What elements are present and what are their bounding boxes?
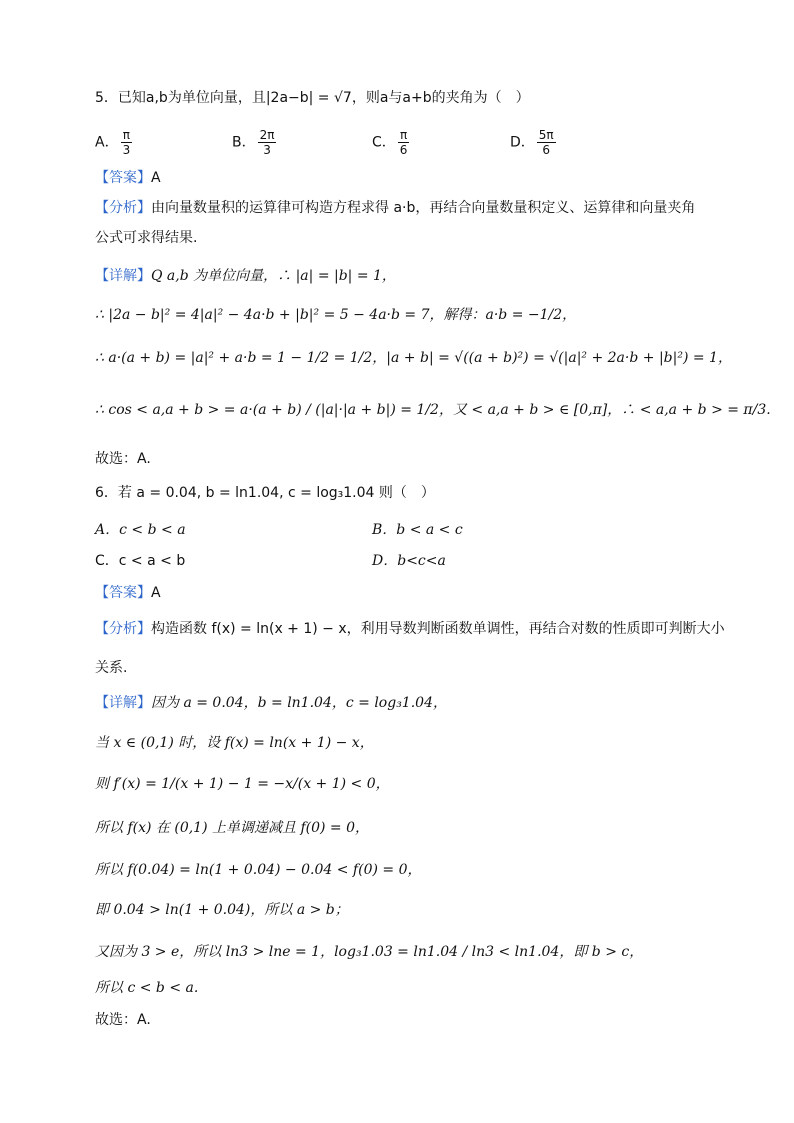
option-label: D．	[510, 134, 535, 151]
q6-detail-line-8: 所以 c < b < a.	[95, 980, 199, 996]
option-text: b < a < c	[396, 522, 463, 538]
q6-option-d[interactable]	[372, 551, 446, 571]
detail-text: 因为 a = 0.04，b = ln1.04，c = log₃1.04，	[151, 695, 447, 711]
q6-detail-line-6: 即 0.04 > ln(1 + 0.04)，所以 a > b；	[95, 902, 349, 918]
analysis-text: 由向量数量积的运算律可构造方程求得 a·b，再结合向量数量积定义、运算律和向量夹角	[151, 200, 696, 216]
option-label: A．	[95, 134, 119, 151]
q6-detail-line-5: 所以 f(0.04) = ln(1 + 0.04) − 0.04 < f(0) = 0，	[95, 862, 422, 878]
q6-option-a[interactable]	[95, 520, 186, 540]
q5-detail-line-3: ∴ a·(a + b) = |a|² + a·b = 1 − 1/2 = 1/2，|a + b| = √((a + b)²) = √(|a|² + 2a·b + |b|²) = 1，	[95, 350, 732, 366]
analysis-tag: 【分析】	[95, 200, 151, 216]
option-fraction: $\frac{2\pi}{3}$	[259, 128, 275, 157]
q5-analysis-line-1	[95, 198, 695, 218]
q5-detail-line-2: ∴ |2a − b|² = 4|a|² − 4a·b + |b|² = 5 − 4a·b = 7，解得：a·b = −1/2，	[95, 307, 577, 323]
q5-stem: 5．已知a,b为单位向量，且|2a−b| = √7，则a与a+b的夹角为（ ）	[95, 90, 530, 106]
option-label: B．	[232, 134, 256, 151]
option-text: b<c<a	[397, 553, 446, 569]
q5-option-a[interactable]	[95, 128, 134, 157]
option-fraction: $\frac{5\pi}{6}$	[538, 128, 554, 157]
q5-answer-line	[95, 168, 161, 188]
option-text: c < a < b	[118, 553, 186, 569]
q6-detail-line-3: 则 f′(x) = 1/(x + 1) − 1 = −x/(x + 1) < 0，	[95, 776, 390, 792]
option-label: A．	[95, 522, 120, 538]
option-label: D．	[372, 553, 398, 569]
q5-analysis-line-2: 公式可求得结果.	[95, 230, 198, 246]
q6-answer-line	[95, 583, 161, 603]
q6-option-b[interactable]	[372, 520, 463, 540]
q5-detail-line-4: ∴ cos < a,a + b > = a·(a + b) / (|a|·|a + b|) = 1/2，又 < a,a + b > ∈ [0,π]，∴ < a,a + b > = π/3.	[95, 402, 771, 418]
q5-choice: 故选：A.	[95, 451, 151, 467]
q5-option-b[interactable]	[232, 128, 278, 157]
q6-analysis-line-1	[95, 619, 725, 639]
detail-tag: 【详解】	[95, 695, 151, 711]
answer-value: A	[151, 170, 161, 186]
q6-analysis-line-2: 关系.	[95, 660, 128, 676]
q6-detail-line-4: 所以 f(x) 在 (0,1) 上单调递减且 f(0) = 0，	[95, 820, 369, 836]
detail-tag: 【详解】	[95, 268, 151, 284]
analysis-tag: 【分析】	[95, 621, 151, 637]
option-fraction: $\frac{\pi}{6}$	[399, 128, 408, 157]
q5-option-d[interactable]	[510, 128, 558, 157]
q6-option-c[interactable]	[95, 551, 185, 571]
q6-detail-line-1	[95, 693, 447, 713]
option-label: B．	[372, 522, 397, 538]
q5-detail-line-1	[95, 266, 396, 286]
answer-tag: 【答案】	[95, 170, 151, 186]
q6-detail-line-7: 又因为 3 > e，所以 ln3 > lne = 1，log₃1.03 = ln1.04 / ln3 < ln1.04，即 b > c，	[95, 944, 644, 960]
answer-tag: 【答案】	[95, 585, 151, 601]
option-label: C．	[95, 553, 119, 569]
option-label: C．	[372, 134, 396, 151]
q5-option-c[interactable]	[372, 128, 411, 157]
answer-value: A	[151, 585, 161, 601]
analysis-text: 构造函数 f(x) = ln(x + 1) − x，利用导数判断函数单调性，再结合对数的性质即可判断大小	[151, 621, 725, 637]
q6-stem: 6．若 a = 0.04, b = ln1.04, c = log₃1.04 则（ ）	[95, 485, 435, 501]
option-text: c < b < a	[119, 522, 186, 538]
q6-choice: 故选：A.	[95, 1012, 151, 1028]
detail-text: Q a,b 为单位向量，∴ |a| = |b| = 1，	[151, 268, 396, 284]
option-fraction: $\frac{\pi}{3}$	[122, 128, 131, 157]
q6-detail-line-2: 当 x ∈ (0,1) 时，设 f(x) = ln(x + 1) − x，	[95, 735, 374, 751]
